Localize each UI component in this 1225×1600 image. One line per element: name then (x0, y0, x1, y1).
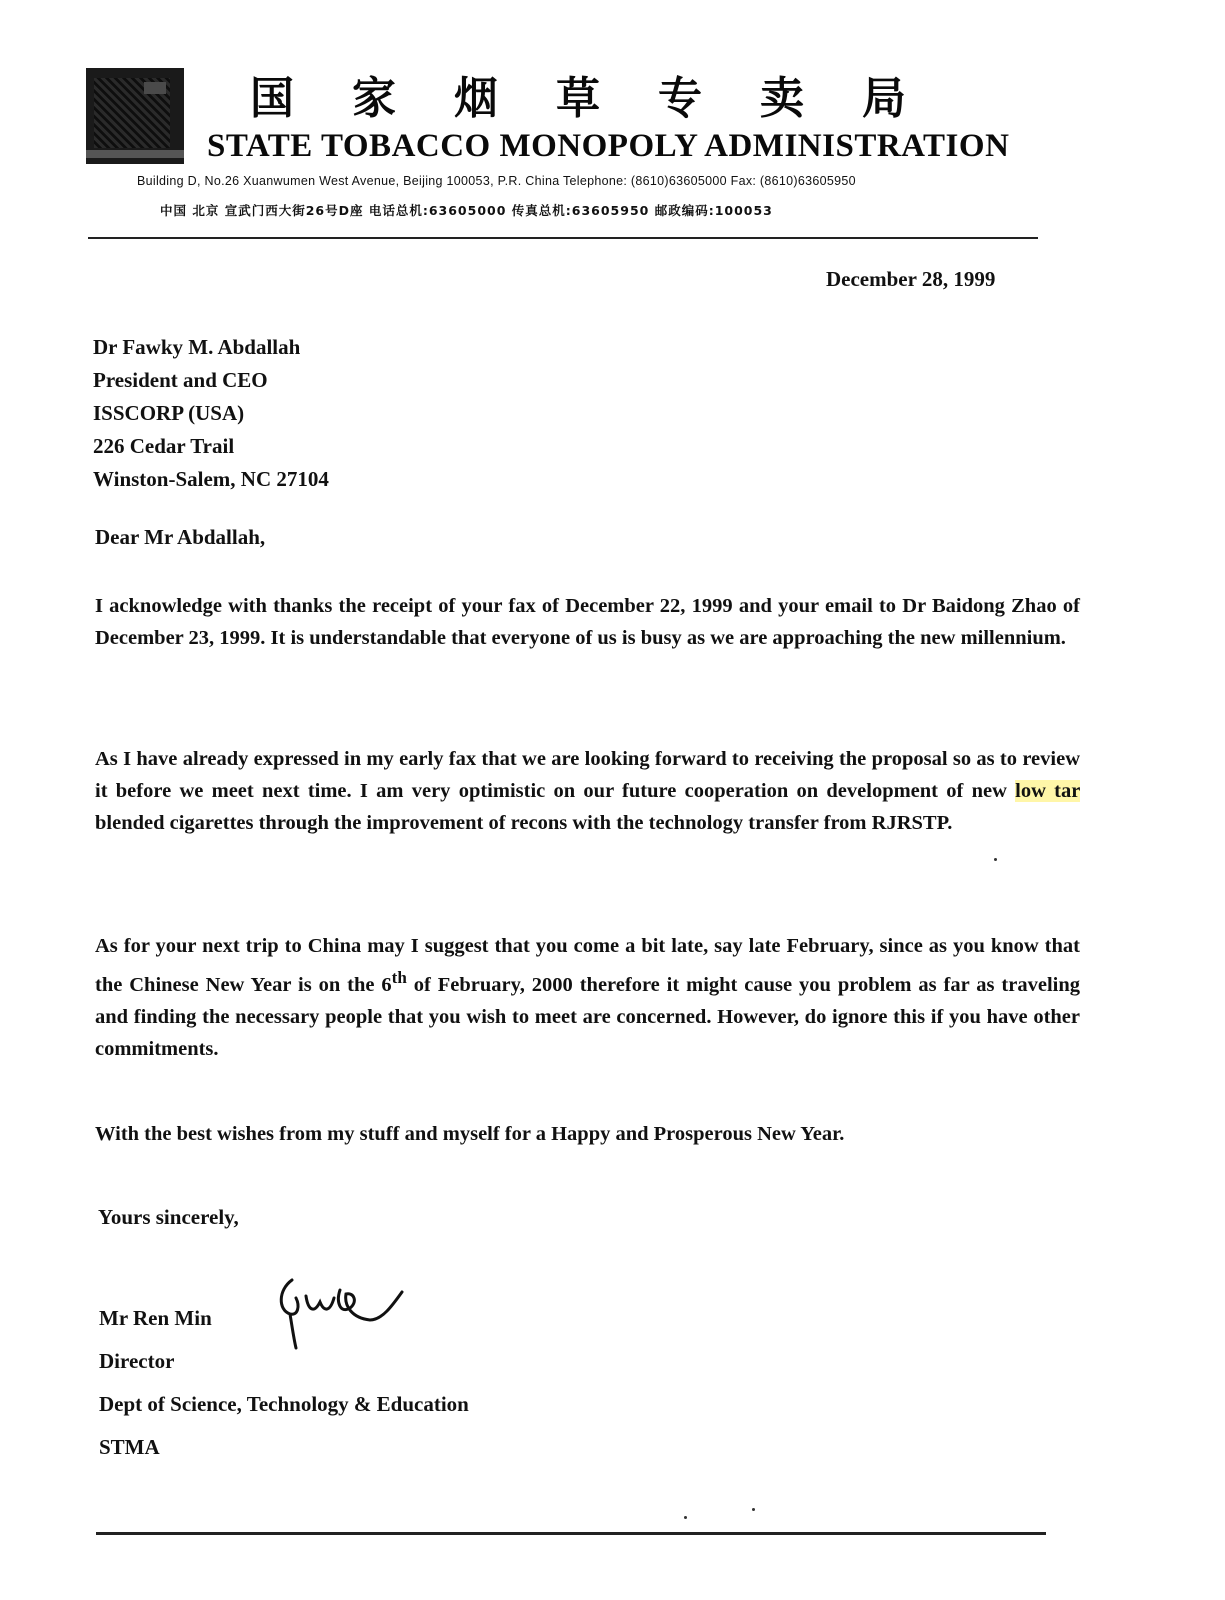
scan-speck (752, 1508, 755, 1511)
letterhead-english-title: STATE TOBACCO MONOPOLY ADMINISTRATION (207, 128, 1010, 164)
signer-department: Dept of Science, Technology & Education (99, 1392, 469, 1416)
p2-text-before: As I have already expressed in my early fax that we are looking forward to receiving the proposal so as to review it before we meet next time. I am very optimistic on our future cooperation on development of new (95, 748, 1080, 802)
signer-title: Director (99, 1349, 175, 1373)
body-paragraph-1: I acknowledge with thanks the receipt of your fax of December 22, 1999 and your email to Dr Baidong Zhao of December 23, 1999. It is understandable that everyone of us is busy as we are approaching the new millennium. (95, 595, 1080, 649)
stma-logo (86, 68, 184, 164)
scan-speck (684, 1516, 687, 1519)
letterhead-address-en: Building D, No.26 Xuanwumen West Avenue, Beijing 100053, P.R. China Telephone: (8610)63605000 Fax: (8610)63605950 (137, 174, 856, 188)
letterhead-chinese-title: 国家烟草专卖局 (250, 73, 964, 124)
footer-divider (96, 1532, 1046, 1535)
recipient-title: President and CEO (93, 368, 268, 392)
letterhead-address-cn: 中国 北京 宣武门西大街26号D座 电话总机:63605000 传真总机:63605950 邮政编码:100053 (160, 203, 773, 218)
recipient-street: 226 Cedar Trail (93, 434, 235, 458)
signer-name: Mr Ren Min (99, 1306, 212, 1330)
recipient-address (93, 331, 329, 496)
p3-text-before: As for your next trip to China may I suggest that you come a bit late, say late February, since as you know that the Chinese New Year is on the 6 (95, 935, 1080, 996)
p2-text-after: blended cigarettes through the improvement of recons with the technology transfer from RJRSTP. (95, 812, 953, 834)
body-paragraph-3 (95, 930, 1080, 1065)
scan-speck (994, 858, 997, 861)
p3-text-after: of February, 2000 therefore it might cause you problem as far as traveling and finding the necessary people that you wish to meet are concerned. However, do ignore this if you have other commitments. (95, 973, 1080, 1060)
body-paragraph-4: With the best wishes from my stuff and myself for a Happy and Prosperous New Year. (95, 1123, 845, 1145)
ordinal-suffix: th (391, 968, 407, 987)
recipient-name: Dr Fawky M. Abdallah (93, 335, 301, 359)
signer-organization: STMA (99, 1435, 160, 1459)
recipient-company: ISSCORP (USA) (93, 401, 245, 425)
letter-date: December 28, 1999 (826, 267, 996, 291)
highlighted-phrase: low tar (1015, 780, 1080, 802)
salutation: Dear Mr Abdallah, (95, 525, 266, 549)
signature-block (99, 1297, 469, 1469)
recipient-city: Winston-Salem, NC 27104 (93, 467, 329, 491)
closing: Yours sincerely, (98, 1205, 239, 1229)
header-divider (88, 237, 1038, 239)
body-paragraph-2 (95, 743, 1080, 839)
